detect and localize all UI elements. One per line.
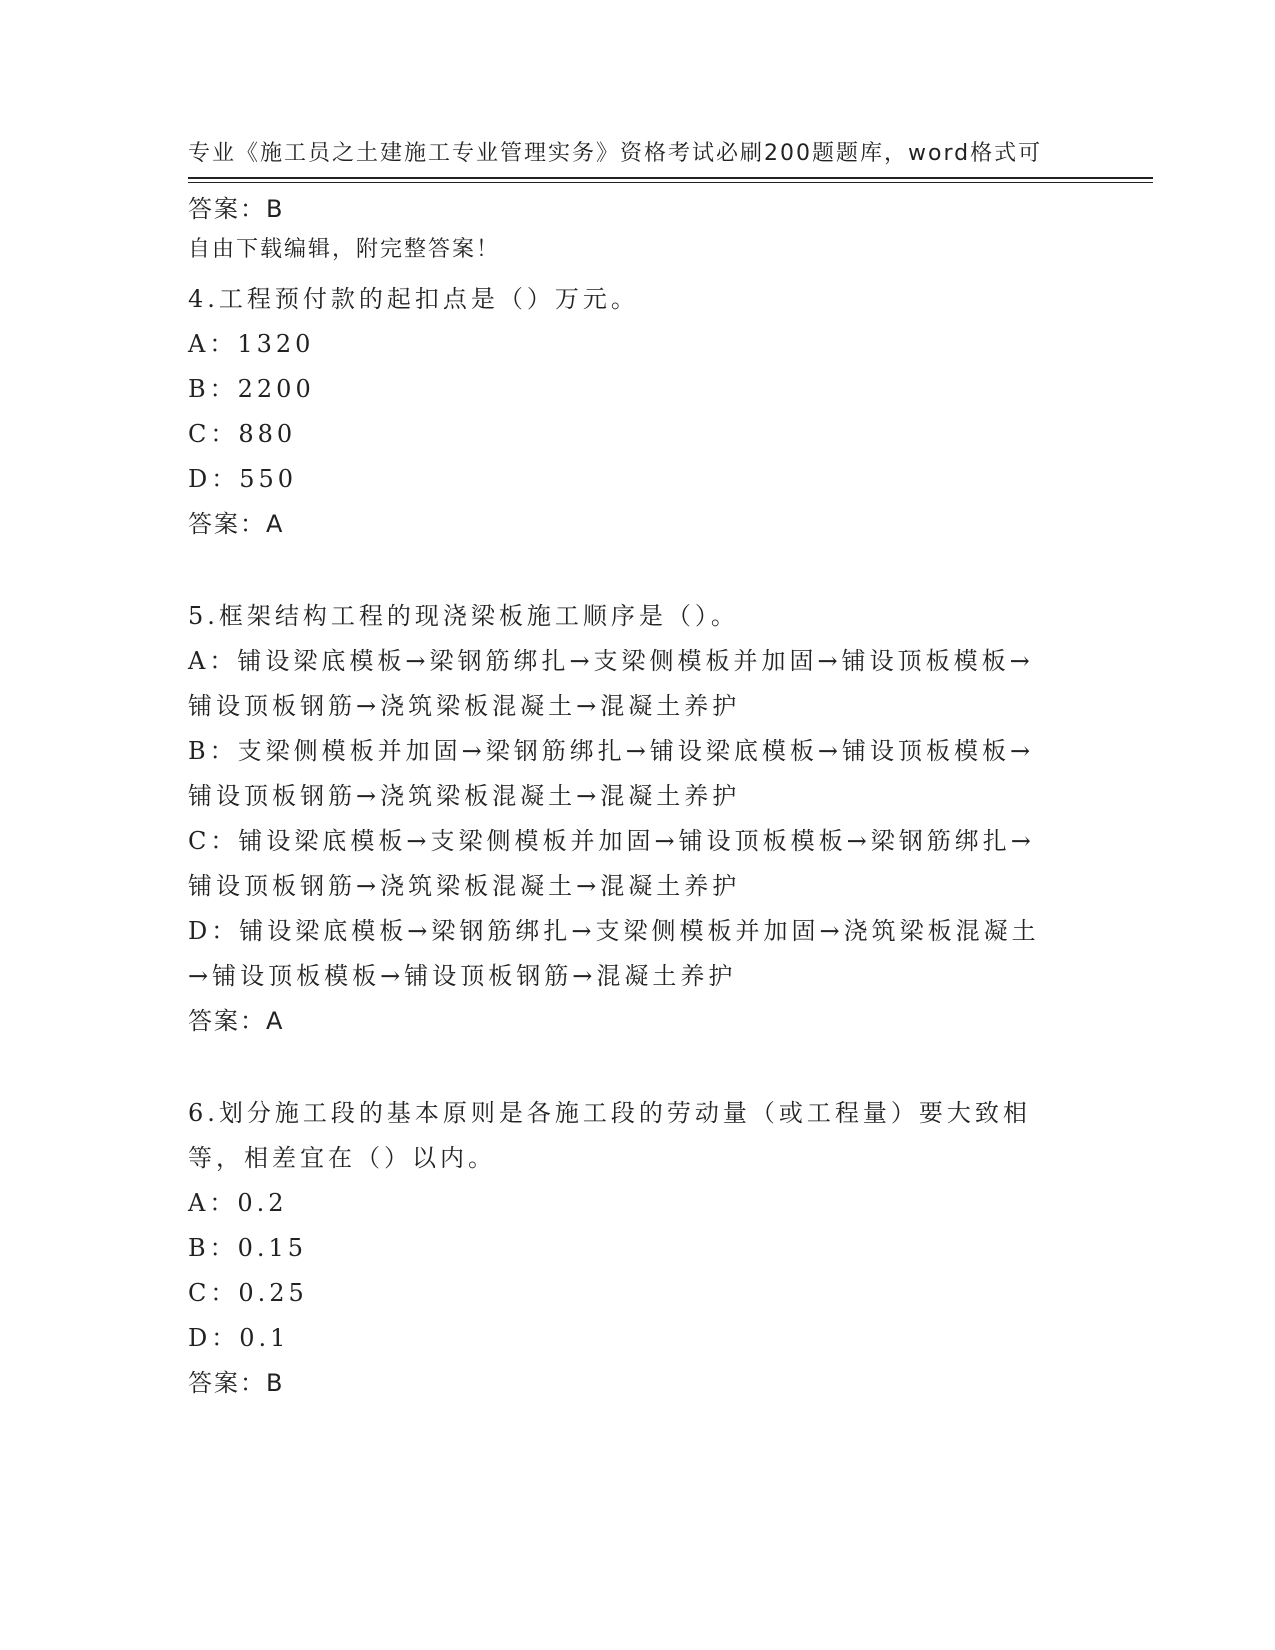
- question-5-option-a-line2: 铺设顶板钢筋→浇筑梁板混凝土→混凝土养护: [188, 692, 741, 720]
- question-5-answer: 答案：A: [188, 1007, 285, 1035]
- question-6-option-a: A：0.2: [188, 1189, 288, 1217]
- question-4-answer: 答案：A: [188, 510, 285, 538]
- question-5-option-d-line2: →铺设顶板模板→铺设顶板钢筋→混凝土养护: [188, 962, 737, 990]
- answer-previous-question: 答案：B: [188, 195, 285, 223]
- question-6-answer: 答案：B: [188, 1369, 285, 1397]
- question-6-stem-line1: 6.划分施工段的基本原则是各施工段的劳动量（或工程量）要大致相: [188, 1099, 1031, 1127]
- question-4-option-d: D：550: [188, 465, 298, 493]
- header-line-1: 专业《施工员之土建施工专业管理实务》资格考试必刷200题题库，word格式可: [188, 141, 1043, 166]
- question-6-option-d: D：0.1: [188, 1324, 290, 1352]
- question-5-option-c-line2: 铺设顶板钢筋→浇筑梁板混凝土→混凝土养护: [188, 872, 741, 900]
- document-header: [188, 74, 1088, 298]
- question-5-option-b-line1: B：支梁侧模板并加固→梁钢筋绑扎→铺设梁底模板→铺设顶板模板→: [188, 737, 1035, 765]
- question-4-option-b: B：2200: [188, 375, 315, 403]
- question-4-stem: 4.工程预付款的起扣点是（）万元。: [188, 285, 639, 313]
- question-4-option-a: A：1320: [188, 330, 315, 358]
- header-rule-thick: [188, 177, 1153, 179]
- question-5-option-d-line1: D：铺设梁底模板→梁钢筋绑扎→支梁侧模板并加固→浇筑梁板混凝土: [188, 917, 1040, 945]
- header-rule-thin: [188, 182, 1153, 183]
- question-5-stem: 5.框架结构工程的现浇梁板施工顺序是（）。: [188, 602, 739, 630]
- question-6-stem-line2: 等，相差宜在（）以内。: [188, 1144, 496, 1172]
- question-4-option-c: C：880: [188, 420, 297, 448]
- question-6-option-b: B：0.15: [188, 1234, 308, 1262]
- question-5-option-a-line1: A：铺设梁底模板→梁钢筋绑扎→支梁侧模板并加固→铺设顶板模板→: [188, 647, 1034, 675]
- question-5-option-c-line1: C：铺设梁底模板→支梁侧模板并加固→铺设顶板模板→梁钢筋绑扎→: [188, 827, 1035, 855]
- question-6-option-c: C：0.25: [188, 1279, 308, 1307]
- header-line-2: 自由下载编辑，附完整答案！: [188, 237, 501, 262]
- question-5-option-b-line2: 铺设顶板钢筋→浇筑梁板混凝土→混凝土养护: [188, 782, 741, 810]
